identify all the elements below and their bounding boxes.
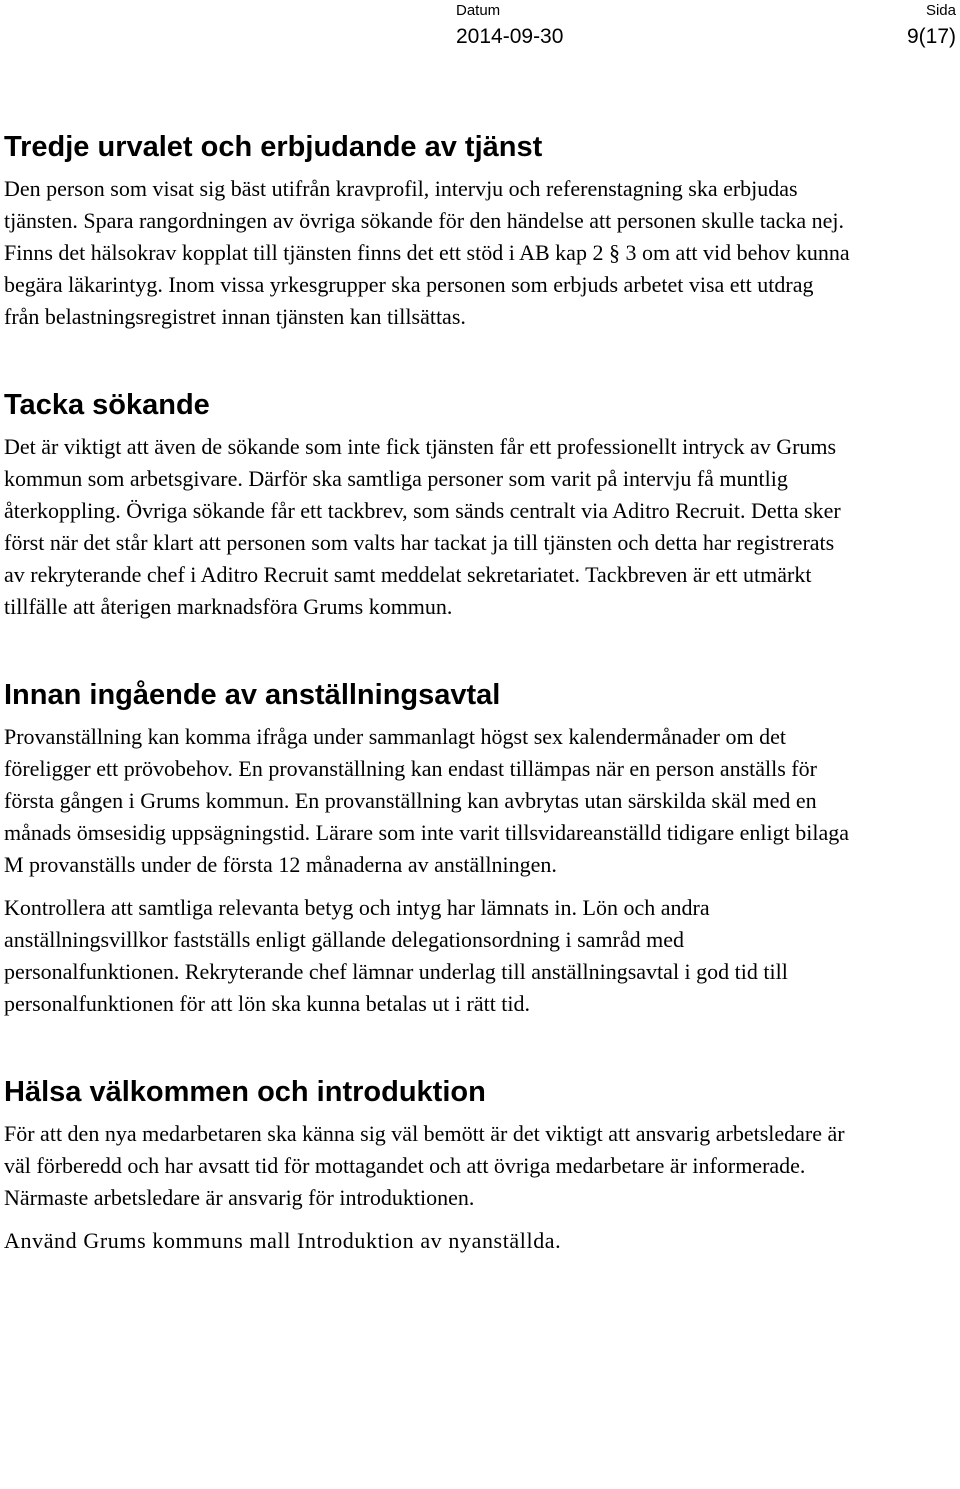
body-paragraph: Det är viktigt att även de sökande som inte fick tjänsten får ett professionellt intryck av Grums kommun som arbetsgivare. Därför ska samtliga personer som varit på intervju få muntlig återkoppling. Övriga sökande får ett tackbrev, som sänds centralt via Aditro Recruit. Detta sker först när det står klart att personen som valts har tackat ja till tjänsten och detta har registrerats av rekryterande chef i Aditro Recruit samt meddelat sekretariatet. Tackbreven är ett utmärkt tillfälle att återigen marknadsföra Grums kommun. — [4, 434, 841, 619]
page-number: 9(17) — [906, 25, 956, 48]
document-body — [4, 129, 954, 1311]
section-heading: Tredje urvalet och erbjudande av tjänst — [4, 131, 543, 163]
section-employment-contract — [4, 677, 954, 1020]
section-heading: Hälsa välkommen och introduktion — [4, 1076, 486, 1108]
section-thank-applicants — [4, 387, 954, 623]
section-heading: Tacka sökande — [4, 389, 210, 421]
section-welcome-introduction — [4, 1074, 954, 1257]
body-paragraph: Använd Grums kommuns mall Introduktion av nyanställda. — [4, 1228, 562, 1253]
body-paragraph: För att den nya medarbetaren ska känna sig väl bemött är det viktigt att ansvarig arbetsledare är väl förberedd och har avsatt tid för mottagandet och att övriga medarbetare är informerade. Närmaste arbetsledare är ansvarig för introduktionen. — [4, 1121, 845, 1210]
date-value: 2014-09-30 — [456, 25, 564, 48]
body-paragraph: Kontrollera att samtliga relevanta betyg och intyg har lämnats in. Lön och andra anställningsvillkor fastställs enligt gällande delegationsordning i samråd med personalfunktionen. Rekryterande chef lämnar underlag till anställningsavtal i god tid till personalfunktionen för att lön ska kunna betalas ut i rätt tid. — [4, 895, 788, 1016]
body-paragraph: Den person som visat sig bäst utifrån kravprofil, intervju och referenstagning ska erbjudas tjänsten. Spara rangordningen av övriga sökande för den händelse att personen skulle tacka nej. Finns det hälsokrav kopplat till tjänsten finns det ett stöd i AB kap 2 § 3 om att vid behov kunna begära läkarintyg. Inom vissa yrkesgrupper ska personen som erbjuds arbetet visa ett utdrag från belastningsregistret innan tjänsten kan tillsättas. — [4, 176, 850, 329]
date-label: Datum — [456, 2, 501, 19]
section-heading: Innan ingående av anställningsavtal — [4, 679, 501, 711]
date-header — [456, 0, 563, 50]
body-paragraph: Provanställning kan komma ifråga under sammanlagt högst sex kalendermånader om det föreligger ett prövobehov. En provanställning kan endast tillämpas när en person anställs för första gången i Grums kommun. En provanställning kan avbrytas utan särskilda skäl med en månads ömsesidig uppsägningstid. Lärare som inte varit tillsvidareanställd tidigare enligt bilaga M provanställs under de första 12 månaderna av anställningen. — [4, 724, 849, 877]
page-label: Sida — [925, 2, 956, 19]
section-offer — [4, 129, 954, 333]
page-number-header — [907, 0, 956, 50]
